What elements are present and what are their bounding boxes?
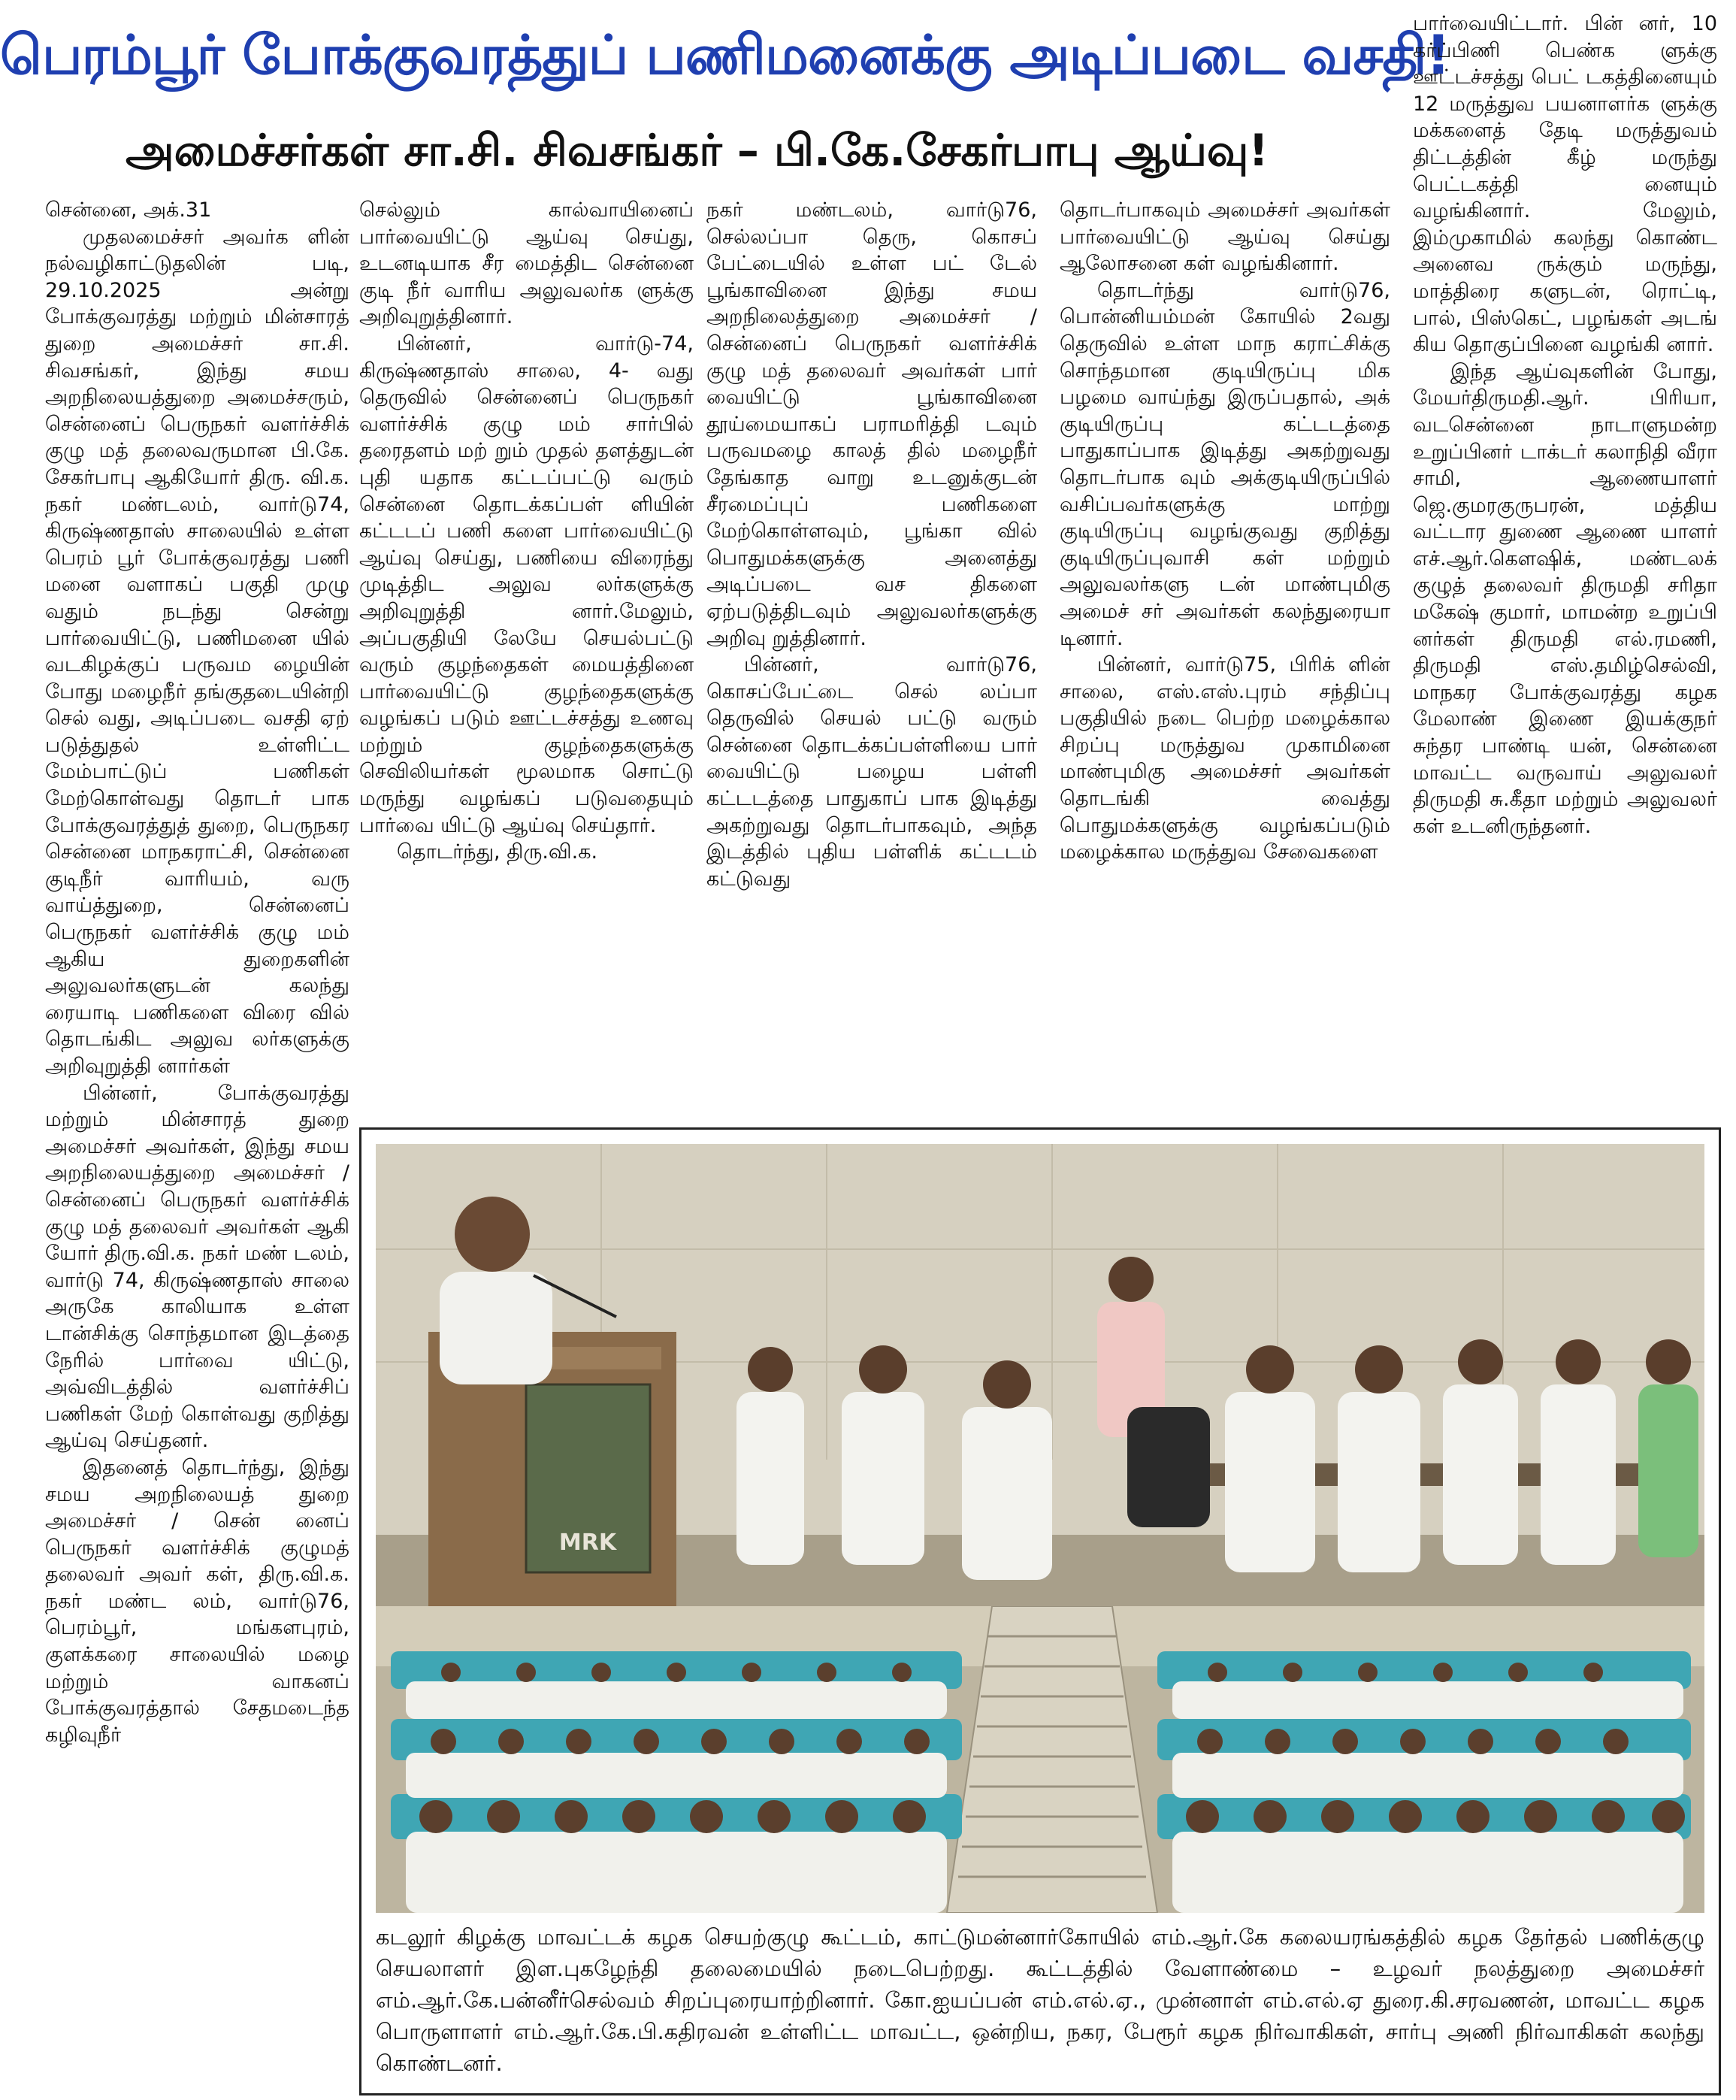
paragraph: செல்லும் கால்வாயினைப் பார்வையிட்டு ஆய்வு செய்து, உடனடியாக சீர மைத்திட சென்னை குடி நீர் வாரிய அலுவலர்க ளுக்கு அறிவுறுத்தினார். <box>359 198 694 329</box>
paragraph: முதலமைச்சர் அவர்க ளின் நல்வழிகாட்டுதலின் படி, 29.10.2025 அன்று போக்குவரத்து மற்றும் மின்சாரத் துறை அமைச்சர் சா.சி. சிவசங்கர், இந்து சமய அறநிலையத்துறை அமைச்சரும், சென்னைப் பெருநகர் வளர்ச்சிக் குழு மத் தலைவருமான பி.கே. சேகர்பாபு ஆகியோர் திரு. வி.க. நகர் மண்டலம், வார்டு74, கிருஷ்ணதாஸ் சாலையில் உள்ள பெரம் பூர் போக்குவரத்து பணி மனை வளாகப் பகுதி முழு வதும் நடந்து சென்று பார்வையிட்டு, பணிமனை யில் வடகிழக்குப் பருவம ழையின் போது மழைநீர் தங்குதடையின்றி செல் வது, அடிப்படை வசதி ஏற் படுத்துதல் உள்ளிட்ட மேம்பாட்டுப் பணிகள் மேற்கொள்வது தொடர் பாக போக்குவரத்துத் துறை, பெருநகர சென்னை மாநகராட்சி, சென்னை குடிநீர் வாரியம், வரு வாய்த்துறை, சென்னைப் பெருநகர் வளர்ச்சிக் குழு மம் ஆகிய துறைகளின் அலுவலர்களுடன் கலந்து ரையாடி பணிகளை விரை வில் தொடங்கிட அலுவ லர்களுக்கு அறிவுறுத்தி னார்கள் <box>45 225 349 1078</box>
paragraph: தொடர்ந்து வார்டு76, பொன்னியம்மன் கோயில் 2வது தெருவில் உள்ள மாந கராட்சிக்கு சொந்தமான குடியிருப்பு மிக பழமை வாய்ந்து இருப்பதால், அக் குடியிருப்பு கட்டடத்தை பாதுகாப்பாக இடித்து அகற்றுவது தொடர்பாக வும் அக்குடியிருப்பில் வசிப்பவர்களுக்கு மாற்று குடியிருப்பு வழங்குவது குறித்து குடியிருப்புவாசி கள் மற்றும் அலுவலர்களு டன் மாண்புமிகு அமைச் சர் அவர்கள் கலந்துரையா டினார். <box>1060 278 1390 650</box>
stage-photo <box>376 1144 1704 1614</box>
paragraph: பின்னர், வார்டு-74, கிருஷ்ணதாஸ் சாலை, 4- வது தெருவில் சென்னைப் பெருநகர் வளர்ச்சிக் குழு மம் சார்பில் தரைதளம் மற் றும் முதல் தளத்துடன் புதி யதாக கட்டப்பட்டு வரும் சென்னை தொடக்கப்பள் ளியின் கட்டடப் பணி களை பார்வையிட்டு ஆய்வு செய்து, பணியை விரைந்து முடித்திட அலுவ லர்களுக்கு அறிவுறுத்தி னார்.மேலும், அப்பகுதியி லேயே செயல்பட்டு வரும் குழந்தைகள் மையத்தினை பார்வையிட்டு குழந்தைகளுக்கு வழங்கப் படும் ஊட்டச்சத்து உணவு மற்றும் குழந்தைகளுக்கு செவிலியர்கள் மூலமாக சொட்டு மருந்து வழங்கப் படுவதையும் பார்வை யிட்டு ஆய்வு செய்தார். <box>359 331 694 837</box>
subheadline: அமைச்சர்கள் சா.சி. சிவசங்கர் – பி.கே.சேகர்பாபு ஆய்வு! <box>126 125 1269 176</box>
paragraph: தொடர்ந்து, திரு.வி.க. <box>397 840 598 864</box>
paragraph: நகர் மண்டலம், வார்டு76, செல்லப்பா தெரு, கொசப் பேட்டையில் உள்ள பட் டேல் பூங்காவினை இந்து சமய அறநிலைத்துறை அமைச்சர் / சென்னைப் பெருநகர் வளர்ச்சிக் குழு மத் தலைவர் அவர்கள் பார் வையிட்டு பூங்காவினை தூய்மையாகப் பராமரித்தி டவும் பருவமழை காலத் தில் மழைநீர் தேங்காத வாறு உடனுக்குடன் சீரமைப்புப் பணிகளை மேற்கொள்ளவும், பூங்கா வில் பொதுமக்களுக்கு அனைத்து அடிப்படை வச திகளை ஏற்படுத்திடவும் அலுவலர்களுக்கு அறிவு றுத்தினார். <box>706 198 1037 650</box>
paragraph: பின்னர், வார்டு75, பிரிக் ளின் சாலை, எஸ்.எஸ்.புரம் சந்திப்பு பகுதியில் நடை பெற்ற மழைக்கால சிறப்பு மருத்துவ முகாமினை மாண்புமிகு அமைச்சர் அவர்கள் தொடங்கி வைத்து பொதுமக்களுக்கு வழங்கப்படும் மழைக்கால மருத்துவ சேவைகளை <box>1060 653 1390 864</box>
paragraph: பார்வையிட்டார். பின் னர், 10 கர்ப்பிணி பெண்க ளுக்கு ஊட்டச்சத்து பெட் டகத்தினையும் 12 மருத்துவ பயனாளர்க ளுக்கு மக்களைத் தேடி மருத்துவம் திட்டத்தின் கீழ் மருந்து பெட்டகத்தி னையும் வழங்கினார். மேலும், இம்முகாமில் கலந்து கொண்ட அனைவ ருக்கும் மருந்து, மாத்திரை களுடன், ரொட்டி, பால், பிஸ்கெட், பழங்கள் அடங் கிய தொகுப்பினை வழங்கி னார். <box>1413 12 1717 357</box>
audience-photo <box>376 1606 1704 1913</box>
paragraph: இதனைத் தொடர்ந்து, இந்து சமய அறநிலையத் துறை அமைச்சர் / சென் னைப் பெருநகர் வளர்ச்சிக் குழுமத் தலைவர் அவர் கள், திரு.வி.க. நகர் மண்ட லம், வார்டு76, பெரம்பூர், மங்களபுரம், குளக்கரை சாலையில் மழை மற்றும் வாகனப் போக்குவரத்தால் சேதமடைந்த கழிவுநீர் <box>45 1455 349 1747</box>
photo-caption: கடலூர் கிழக்கு மாவட்டக் கழக செயற்குழு கூட்டம், காட்டுமன்னார்கோயில் எம்.ஆர்.கே கலையரங்கத்தில் கழக தேர்தல் பணிக்குழு செயலாளர் இள.புகழேந்தி தலைமையில் நடைபெற்றது. கூட்டத்தில் வேளாண்மை – உழவர் நலத்துறை அமைச்சர் எம்.ஆர்.கே.பன்னீர்செல்வம் சிறப்புரையாற்றினார். கோ.ஐயப்பன் எம்.எல்.ஏ., முன்னாள் எம்.எல்.ஏ துரை.கி.சரவணன், மாவட்ட கழக பொருளாளர் எம்.ஆர்.கே.பி.கதிரவன் உள்ளிட்ட மாவட்ட, ஒன்றிய, நகர, பேரூர் கழக நிர்வாகிகள், சார்பு அணி நிர்வாகிகள் கலந்து கொண்டனர். <box>376 1924 1704 2076</box>
paragraph: தொடர்பாகவும் அமைச்சர் அவர்கள் பார்வையிட்டு ஆய்வு செய்து ஆலோசனை கள் வழங்கினார். <box>1060 198 1390 276</box>
article-column-5 <box>1413 11 1717 1123</box>
article-column-2 <box>359 197 694 1121</box>
article-column-4 <box>1060 197 1390 1121</box>
paragraph: பின்னர், வார்டு76, கொசப்பேட்டை செல் லப்பா தெருவில் செயல் பட்டு வரும் சென்னை தொடக்கப்பள்ளியை பார் வையிட்டு பழைய பள்ளி கட்டடத்தை பாதுகாப் பாக இடித்து அகற்றுவது தொடர்பாகவும், அந்த இடத்தில் புதிய பள்ளிக் கட்டடம் கட்டுவது <box>706 653 1037 891</box>
headline: பெரம்பூர் போக்குவரத்துப் பணிமனைக்கு அடிப்படை வசதி! <box>0 23 1450 86</box>
article-column-1 <box>45 197 349 2091</box>
paragraph: பின்னர், போக்குவரத்து மற்றும் மின்சாரத் துறை அமைச்சர் அவர்கள், இந்து சமய அறநிலையத்துறை அமைச்சர் / சென்னைப் பெருநகர் வளர்ச்சிக் குழு மத் தலைவர் அவர்கள் ஆகி யோர் திரு.வி.க. நகர் மண் டலம், வார்டு 74, கிருஷ்ணதாஸ் சாலை அருகே காலியாக உள்ள டான்சிக்கு சொந்தமான இடத்தை நேரில் பார்வை யிட்டு, அவ்விடத்தில் வளர்ச்சிப் பணிகள் மேற் கொள்வது குறித்து ஆய்வு செய்தனர். <box>45 1081 349 1453</box>
article-column-3 <box>706 197 1037 1121</box>
podium-logo-text: MRK <box>558 1530 617 1556</box>
dateline: சென்னை, அக்.31 <box>45 198 212 222</box>
paragraph: இந்த ஆய்வுகளின் போது, மேயர்திருமதி.ஆர். பிரியா, வடசென்னை நாடாளுமன்ற உறுப்பினர் டாக்டர் கலாநிதி வீரா சாமி, ஆணையாளர் ஜெ.குமரகுருபரன், மத்திய வட்டார துணை ஆணை யாளர் எச்.ஆர்.கௌஷிக், மண்டலக் குழுத் தலைவர் திருமதி சரிதா மகேஷ் குமார், மாமன்ற உறுப்பி னர்கள் திருமதி எல்.ரமணி, திருமதி எஸ்.தமிழ்செல்வி, மாநகர போக்குவரத்து கழக மேலாண் இணை இயக்குநர் சுந்தர பாண்டி யன், சென்னை மாவட்ட வருவாய் அலுவலர் திருமதி சு.கீதா மற்றும் அலுவலர் கள் உடனிருந்தனர். <box>1413 359 1717 838</box>
